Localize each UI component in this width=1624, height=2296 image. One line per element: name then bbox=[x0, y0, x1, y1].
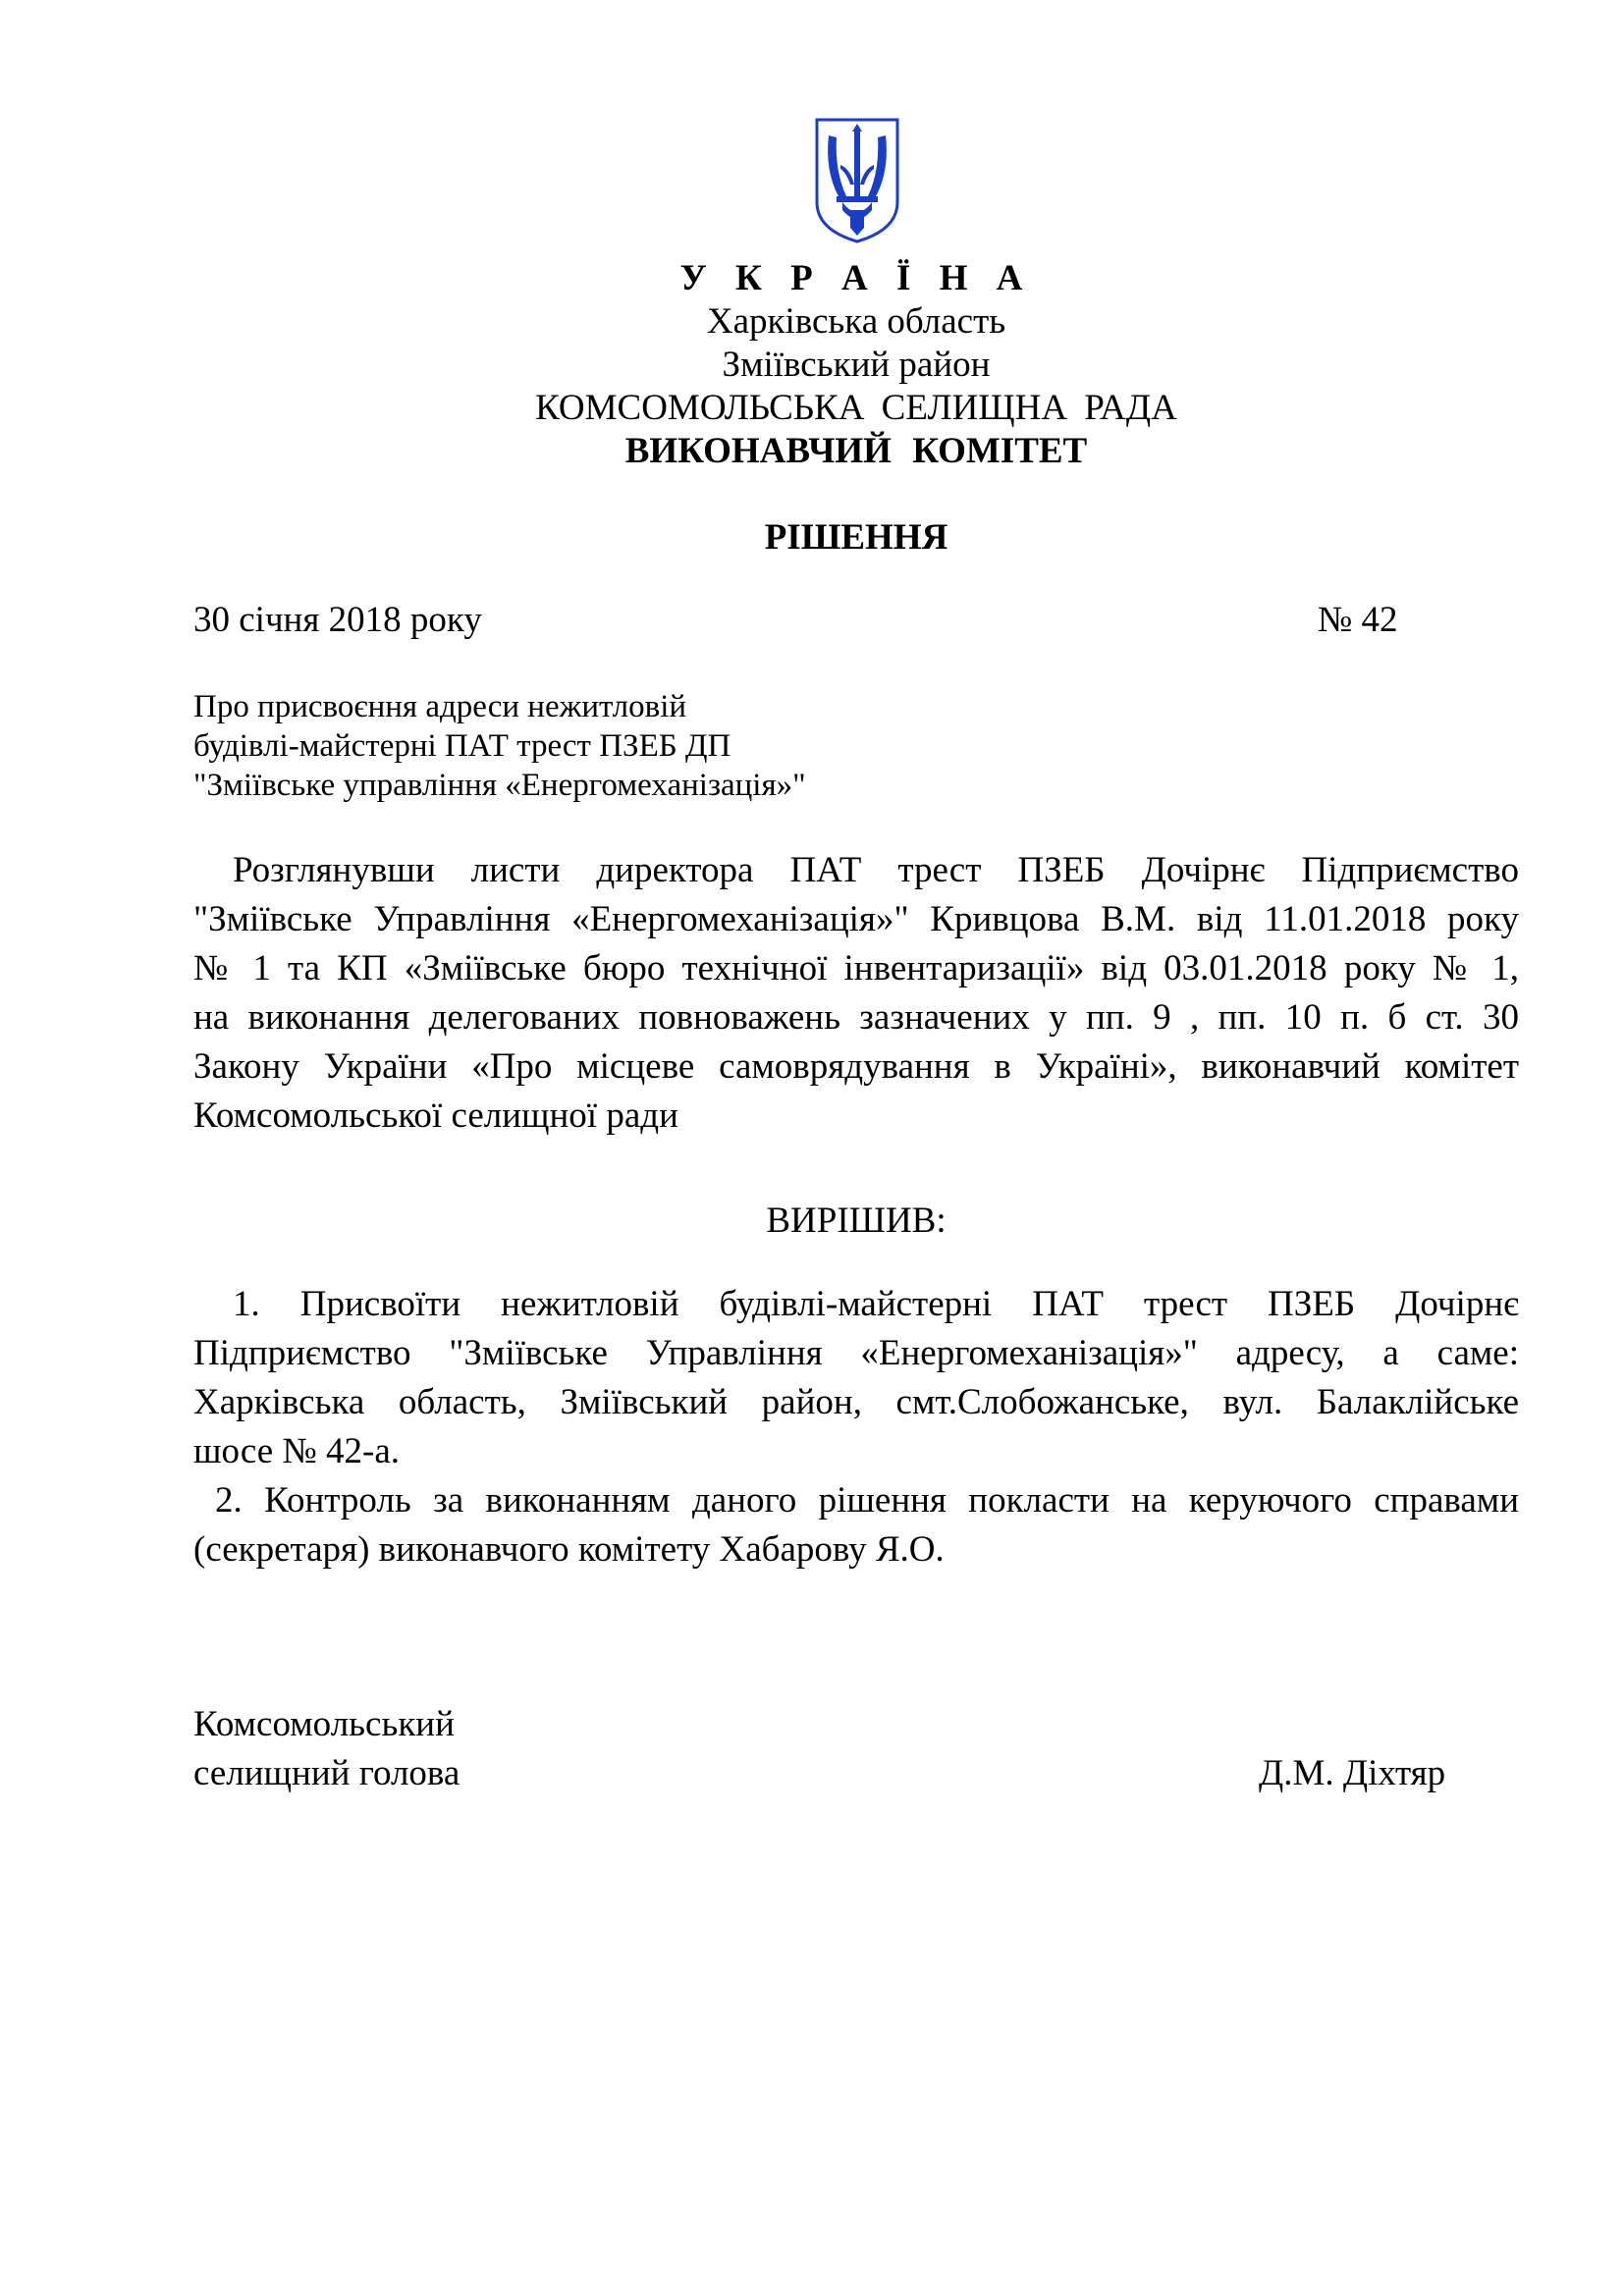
country-title: У К Р А Ї Н А bbox=[679, 258, 1033, 298]
item-1-line: Харківська область, Зміївський район, смт.Слобожанське, вул. Балаклійське bbox=[193, 1382, 1519, 1422]
preamble-line: Розглянувши листи директора ПАТ трест ПЗЕБ Дочірнє Підприємство bbox=[233, 850, 1519, 890]
decision-number: № 42 bbox=[1318, 600, 1398, 640]
preamble-line: на виконання делегованих повноважень зазначених у пп. 9 , пп. 10 п. б ст. 30 bbox=[193, 997, 1519, 1038]
item-1-line: шосе № 42-а. bbox=[193, 1431, 401, 1471]
oblast-name: Харківська область bbox=[706, 301, 1006, 342]
decided-heading: ВИРІШИВ: bbox=[766, 1201, 947, 1241]
signatory-title bbox=[193, 1700, 460, 1798]
item-1-line: Підприємство "Зміївське Управління «Енергомеханізація»" адресу, а саме: bbox=[193, 1333, 1519, 1373]
committee-name: ВИКОНАВЧИЙ КОМІТЕТ bbox=[624, 431, 1088, 471]
preamble-line: Закону України «Про місцеве самоврядування в Україні», виконавчий комітет bbox=[193, 1046, 1519, 1087]
item-1-line: 1. Присвоїти нежитловій будівлі-майстерні ПАТ трест ПЗЕБ Дочірнє bbox=[233, 1284, 1519, 1324]
tryzub-coat-of-arms-icon bbox=[813, 116, 901, 245]
decision-subject bbox=[193, 687, 806, 805]
preamble-line: "Зміївське Управління «Енергомеханізація»" Кривцова В.М. від 11.01.2018 року bbox=[193, 899, 1519, 939]
decision-date: 30 січня 2018 року bbox=[193, 600, 482, 640]
raion-name: Зміївський район bbox=[722, 345, 991, 385]
subject-line: "Зміївське управління «Енергомеханізація»" bbox=[193, 768, 806, 803]
signatory-title-line: селищний голова bbox=[193, 1753, 460, 1793]
council-name: КОМСОМОЛЬСЬКА СЕЛИЩНА РАДА bbox=[535, 388, 1177, 428]
preamble-line: Комсомольської селищної ради bbox=[193, 1095, 678, 1136]
item-2-line: 2. Контроль за виконанням даного рішення покласти на керуючого справами bbox=[215, 1480, 1519, 1521]
signatory-title-line: Комсомольський bbox=[193, 1704, 455, 1744]
subject-line: Про присвоєння адреси нежитловій bbox=[193, 689, 687, 724]
preamble-line: № 1 та КП «Зміївське бюро технічної інвентаризації» від 03.01.2018 року № 1, bbox=[193, 948, 1519, 988]
signatory-name: Д.М. Діхтяр bbox=[1259, 1753, 1446, 1793]
subject-line: будівлі-майстерні ПАТ трест ПЗЕБ ДП bbox=[193, 728, 731, 764]
decision-items bbox=[193, 1280, 1519, 1575]
item-2-line: (секретаря) виконавчого комітету Хабарову Я.О. bbox=[193, 1529, 945, 1570]
document-type-title: РІШЕННЯ bbox=[764, 517, 948, 558]
preamble-paragraph bbox=[193, 846, 1519, 1141]
